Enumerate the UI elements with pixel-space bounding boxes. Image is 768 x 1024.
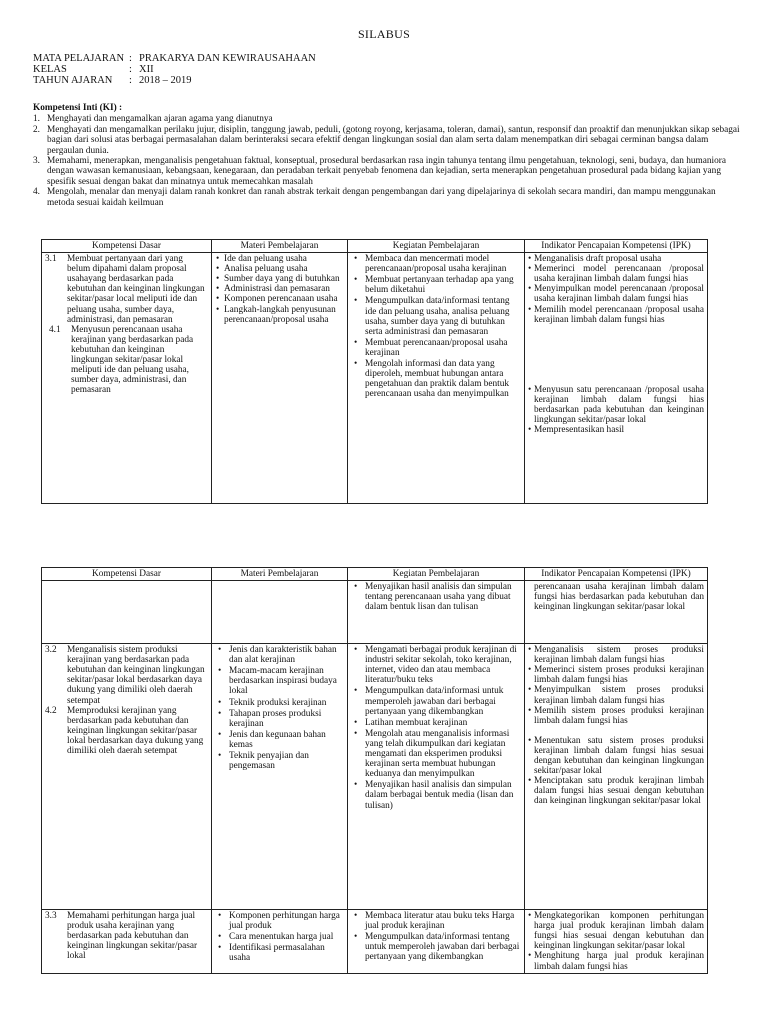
list-item: • Menyajikan hasil analisis dan simpulan dalam berbagai bentuk media (lisan dan tulisan) [365, 780, 521, 810]
kd-number: 3.3 [45, 911, 57, 922]
materi-cell [212, 253, 348, 504]
ipk-list [528, 645, 704, 726]
list-item: • Mengumpulkan data/informasi tentang untuk memperoleh jawaban dari berbagai pertanyaan yang dikembangkan [365, 932, 521, 962]
list-item: • Mengamati berbagai produk kerajinan di industri sekitar sekolah, toko kerajinan, internet, video dan atau membaca literatur/buku teks [365, 645, 521, 685]
list-item: • Teknik produksi kerajinan [229, 698, 344, 708]
list-item: • Mengolah atau menganalisis informasi yang telah dikumpulkan dari kegiatan mengamati dan eksperimen produksi kerajinan serta membuat hubungan keduanya dan menyimpulkan [365, 729, 521, 779]
ipk-cell [525, 581, 708, 644]
core-competency-item [33, 187, 743, 208]
ipk-continuation: perencanaan usaha kerajinan limbah dalam fungsi hias berdasarkan pada kebutuhan dan keinginan lingkungan sekitar/pasar lokal [534, 582, 704, 613]
kegiatan-list [351, 911, 521, 962]
table-header-row [42, 240, 708, 253]
list-item: • Jenis dan karakteristik bahan dan alat kerajinan [229, 645, 344, 665]
ki-number: 1. [33, 114, 40, 125]
kegiatan-cell [348, 253, 525, 504]
list-item: • Memilih sistem proses produksi kerajinan limbah dalam fungsi hias [534, 706, 704, 726]
meta-label: MATA PELAJARAN [33, 53, 125, 64]
table-row [42, 581, 708, 644]
list-item: • Menentukan satu sistem proses produksi kerajinan limbah dalam fungsi hias sesuai dengan kebutuhan dan keinginan lingkungan sekitar/pasar lokal [534, 736, 704, 776]
meta-value: 2018 – 2019 [139, 75, 192, 86]
kd-item [45, 911, 208, 961]
kegiatan-cell [348, 581, 525, 644]
list-item: • Ide dan peluang usaha [224, 254, 344, 264]
ipk-list [528, 385, 704, 435]
table-row [42, 910, 708, 974]
kd-number: 3.1 [45, 254, 57, 265]
core-competency-item [33, 125, 743, 156]
list-item: • Membaca dan mencermati model perencanaan/proposal usaha kerajinan [365, 254, 521, 274]
core-competency-item [33, 156, 743, 187]
list-item: • Identifikasi permasalahan usaha [229, 943, 344, 963]
list-item: • Memerinci model perencanaan /proposal usaha kerajinan limbah dalam fungsi hias [534, 264, 704, 284]
list-item: • Mengumpulkan data/informasi untuk memperoleh jawaban dari berbagai pertanyaan yang dikembangkan [365, 686, 521, 716]
kd-text: Menyusun perencanaan usaha kerajinan yang berdasarkan pada kebutuhan dan keinginan lingkungan sekitar/pasar lokal meliputi ide dan peluang usaha, sumber daya, administrasi, dan pemasaran [71, 324, 194, 396]
ipk-list [528, 254, 704, 325]
materi-list [215, 254, 344, 325]
meta-row-class [33, 64, 316, 75]
list-item: • Menyimpulkan model perencanaan /proposal usaha kerajinan limbah dalam fungsi hias [534, 284, 704, 304]
list-item: • Mengumpulkan data/informasi tentang ide dan peluang usaha, analisa peluang usaha, sumber daya yang di butuhkan serta administrasi dan pemasaran [365, 296, 521, 336]
kd-item [45, 254, 208, 325]
document-title: SILABUS [357, 27, 411, 41]
syllabus-table-2 [41, 567, 708, 974]
header-materi: Materi Pembelajaran [212, 568, 348, 581]
kegiatan-list [351, 582, 521, 612]
table-row [42, 253, 708, 504]
ki-text: Memahami, menerapkan, menganalisis pengetahuan faktual, konseptual, prosedural berdasarkan rasa ingin tahunya tentang ilmu pengetahuan, teknologi, seni, budaya, dan humaniora dengan wawasan kemanusiaan, kebangsaan, kenegaraan, dan peradaban terkait penyebab fenomena dan kejadian, serta menerapkan pengetahuan prosedural pada bidang kajian yang spesifik sesuai dengan bakat dan minatnya untuk memecahkan masalah [47, 156, 726, 187]
kegiatan-list [351, 645, 521, 811]
course-meta [33, 53, 316, 86]
kd-cell [42, 253, 212, 504]
kd-cell [42, 581, 212, 644]
list-item: • Menyusun satu perencanaan /proposal usaha kerajinan limbah dalam fungsi hias berdasarkan pada kebutuhan dan keinginan lingkungan sekitar/pasar lokal [534, 385, 704, 425]
kd-text: Memahami perhitungan harga jual produk usaha kerajinan yang berdasarkan pada kebutuhan dan keinginan lingkungan sekitar/pasar lokal [67, 911, 198, 962]
ki-text: Mengolah, menalar dan menyaji dalam ranah konkret dan ranah abstrak terkait dengan pengembangan dari yang dipelajarinya di sekolah secara mandiri, dan mampu menggunakan metoda sesuai kaidah keilmuan [47, 187, 716, 208]
kd-cell [42, 910, 212, 974]
list-item: • Membuat pertanyaan terhadap apa yang belum diketahui [365, 275, 521, 295]
list-item: • Menganalisis draft proposal usaha [534, 254, 704, 264]
ki-number: 4. [33, 187, 40, 198]
list-item: • Membaca literatur atau buku teks Harga jual produk kerajinan [365, 911, 521, 931]
list-item: • Latihan membuat kerajinan [365, 718, 521, 728]
list-item: • Mengkategorikan komponen perhitungan harga jual produk kerajinan limbah dalam fungsi hias sesuai dengan kebutuhan dan keinginan lingkungan sekitar/pasar lokal [534, 911, 704, 951]
header-kegiatan: Kegiatan Pembelajaran [348, 240, 525, 253]
header-kompetensi-dasar: Kompetensi Dasar [42, 568, 212, 581]
core-competencies [33, 103, 743, 208]
list-item: • Mengolah informasi dan data yang diperoleh, membuat hubungan antara pengetahuan dan praktik dalam bentuk perencanaan usaha dan menyimpulkan [365, 359, 521, 399]
kd-text: Menganalisis sistem produksi kerajinan yang berdasarkan pada kebutuhan dan keinginan lingkungan sekitar/pasar lokal berdasarkan daya dukung yang dimiliki oleh daerah setempat [67, 645, 205, 706]
header-ipk: Indikator Pencapaian Kompetensi (IPK) [525, 240, 708, 253]
list-item: • Memerinci sistem proses produksi kerajinan limbah dalam fungsi hias [534, 665, 704, 685]
meta-row-year [33, 75, 316, 86]
kd-item [45, 645, 208, 706]
header-kompetensi-dasar: Kompetensi Dasar [42, 240, 212, 253]
ki-text: Menghayati dan mengamalkan ajaran agama yang dianutnya [47, 114, 273, 125]
materi-list [215, 911, 344, 963]
kd-text: Membuat pertanyaan dari yang belum dipahami dalam proposal usahayang berdasarkan pada kebutuhan dan keinginan lingkungan sekitar/pasar local meliputi ide dan peluang usaha, sumber daya, administrasi, dan pemasaran [67, 254, 205, 325]
syllabus-table-1 [41, 239, 708, 504]
list-item: • Komponen perhitungan harga jual produk [229, 911, 344, 931]
list-item: • Cara menentukan harga jual [229, 932, 344, 942]
ipk-cell [525, 910, 708, 974]
list-item: • Komponen perencanaan usaha [224, 294, 344, 304]
header-materi: Materi Pembelajaran [212, 240, 348, 253]
list-item: • Macam-macam kerajinan berdasarkan inspirasi budaya lokal [229, 666, 344, 696]
kd-number: 3.2 [45, 645, 57, 656]
list-item: • Menyimpulkan sistem proses produksi kerajinan limbah dalam fungsi hias [534, 685, 704, 705]
meta-label: KELAS [33, 64, 67, 75]
ki-text: Menghayati dan mengamalkan perilaku jujur, disiplin, tanggung jawab, peduli, (gotong royong, kerjasama, toleran, damai), santun, responsif dan proaktif dan menunjukkan sikap sebagai bagian dari solusi atas berbagai permasalahan dalam berinteraksi secara efektif dengan lingkungan sosial dan alam serta dalam menempatkan diri sebagai cerminan bangsa dalam pergaulan dunia. [47, 124, 740, 156]
kd-item [45, 706, 208, 756]
meta-sep: : [129, 75, 132, 86]
list-item: • Administrasi dan pemasaran [224, 284, 344, 294]
ipk-cell [525, 253, 708, 504]
materi-cell [212, 581, 348, 644]
core-competencies-heading: Kompetensi Inti (KI) : [33, 103, 123, 113]
kd-number: 4.1 [49, 324, 61, 335]
header-kegiatan: Kegiatan Pembelajaran [348, 568, 525, 581]
meta-sep: : [129, 64, 132, 75]
meta-label: TAHUN AJARAN [33, 75, 113, 86]
kd-cell [42, 644, 212, 910]
materi-list [215, 645, 344, 771]
list-item: • Membuat perencanaan/proposal usaha kerajinan [365, 338, 521, 358]
meta-sep: : [129, 53, 132, 64]
kegiatan-list [351, 254, 521, 399]
list-item: • Analisa peluang usaha [224, 264, 344, 274]
list-item: • Sumber daya yang di butuhkan [224, 274, 344, 284]
table-row [42, 644, 708, 910]
ki-number: 3. [33, 156, 40, 167]
ki-number: 2. [33, 124, 40, 135]
list-item: • Menciptakan satu produk kerajinan limbah dalam fungsi hias sesuai dengan kebutuhan dan keinginan lingkungan sekitar/pasar lokal [534, 776, 704, 806]
list-item: • Mempresentasikan hasil [534, 425, 704, 435]
kd-number: 4.2 [45, 705, 57, 716]
list-item: • Menyajikan hasil analisis dan simpulan tentang perencanaan usaha yang dibuat dalam bentuk lisan dan tulisan [365, 582, 521, 612]
materi-cell [212, 644, 348, 910]
ipk-list [528, 911, 704, 972]
core-competency-item [33, 114, 743, 124]
header-ipk: Indikator Pencapaian Kompetensi (IPK) [525, 568, 708, 581]
kd-item [45, 325, 208, 396]
list-item: • Teknik penyajian dan pengemasan [229, 751, 344, 771]
meta-value: XII [139, 64, 154, 75]
list-item: • Langkah-langkah penyusunan perencanaan/proposal usaha [224, 305, 344, 325]
list-item: • Menganalisis sistem proses produksi kerajinan limbah dalam fungsi hias [534, 645, 704, 665]
meta-value: PRAKARYA DAN KEWIRAUSAHAAN [139, 53, 316, 64]
list-item: • Menghitung harga jual produk kerajinan limbah dalam fungsi hias [534, 951, 704, 971]
ipk-list [528, 736, 704, 807]
kegiatan-cell [348, 910, 525, 974]
list-item: • Tahapan proses produksi kerajinan [229, 709, 344, 729]
list-item: • Memilih model perencanaan /proposal usaha kerajinan limbah dalam fungsi hias [534, 305, 704, 325]
kd-text: Memproduksi kerajinan yang berdasarkan pada kebutuhan dan keinginan lingkungan sekitar/pasar lokal berdasarkan daya dukung yang dimiliki oleh daerah setempat [67, 705, 204, 757]
meta-row-subject [33, 53, 316, 64]
table-header-row [42, 568, 708, 581]
list-item: • Jenis dan kegunaan bahan kemas [229, 730, 344, 750]
materi-cell [212, 910, 348, 974]
ipk-cell [525, 644, 708, 910]
kegiatan-cell [348, 644, 525, 910]
